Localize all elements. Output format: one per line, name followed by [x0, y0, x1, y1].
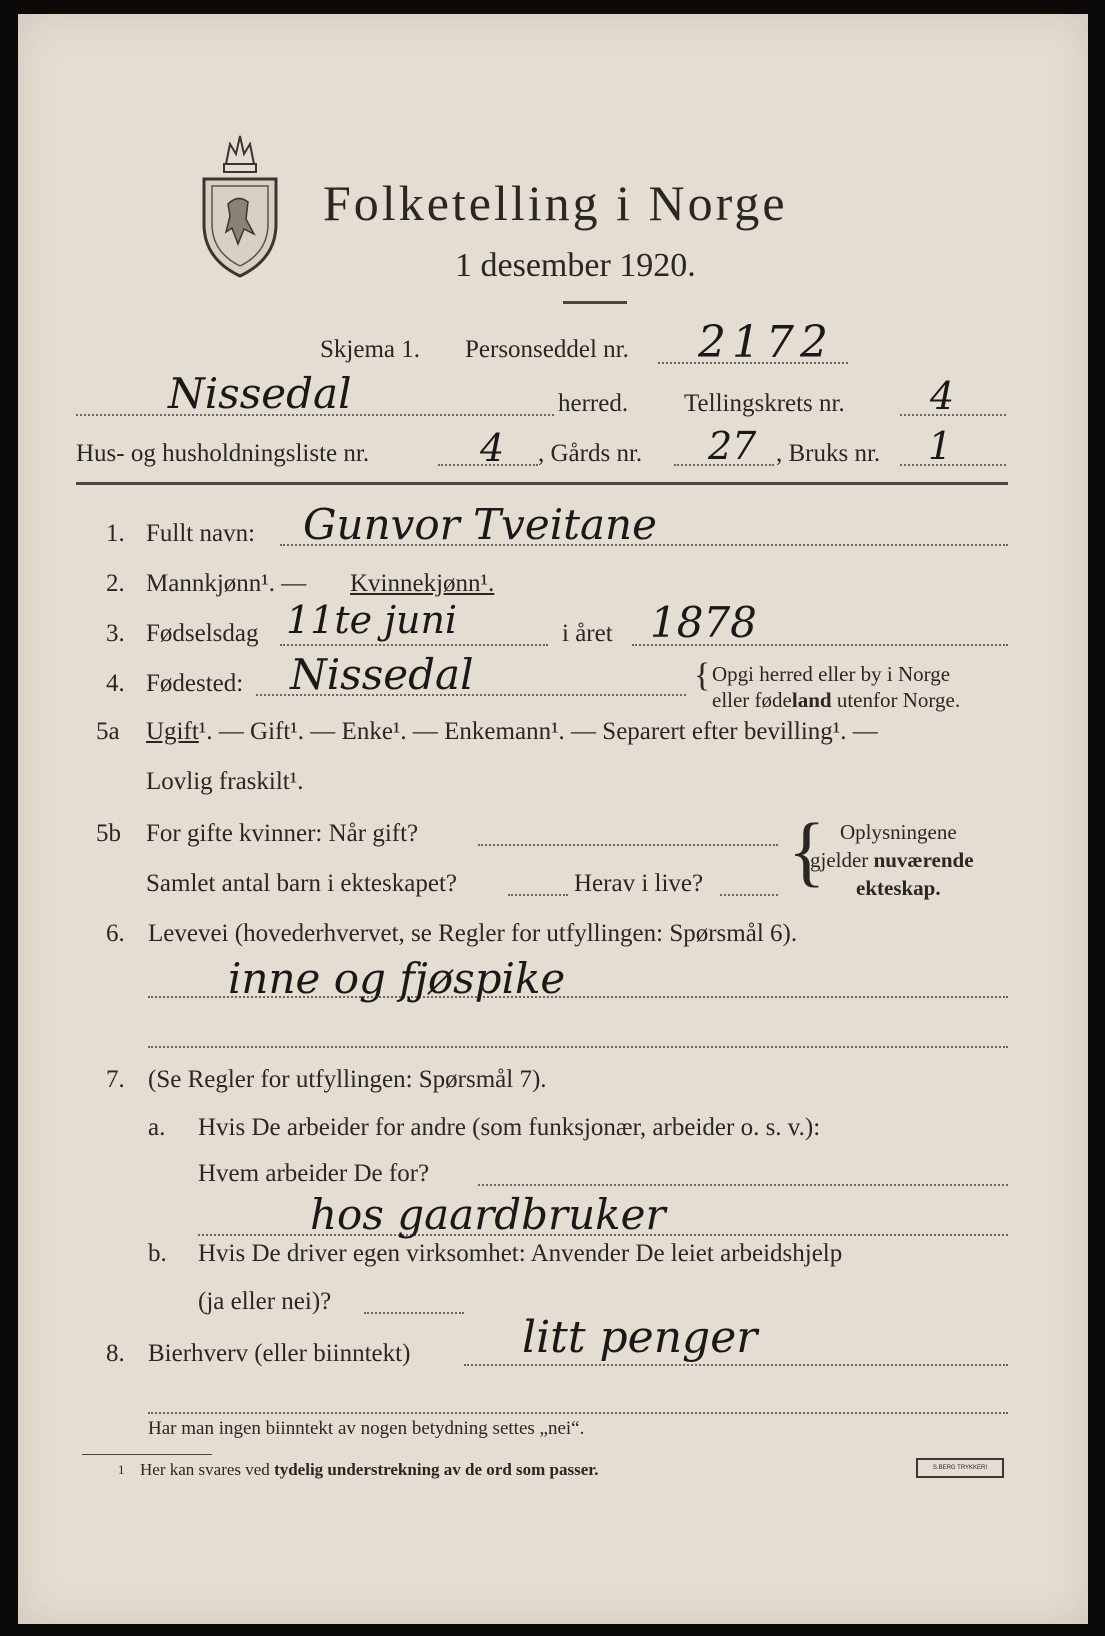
birthplace-value[interactable]: Nissedal	[290, 650, 474, 699]
other-marital-options[interactable]: ¹. — Gift¹. — Enke¹. — Enkemann¹. — Separert efter bevilling¹. —	[198, 718, 878, 745]
full-name-value[interactable]: Gunvor Tveitane	[303, 500, 657, 549]
personseddel-value[interactable]: 2172	[698, 317, 834, 368]
q1-label: Fullt navn:	[146, 520, 256, 547]
male-option[interactable]: Mannkjønn¹. —	[146, 570, 307, 597]
q8-line1	[464, 1364, 1008, 1366]
herred-label: herred.	[558, 390, 629, 417]
q3-day-line	[280, 644, 548, 646]
hus-value[interactable]: 4	[480, 426, 505, 470]
q5b-note1: Oplysningene	[840, 820, 957, 844]
q3-label: Fødselsdag	[146, 620, 259, 647]
q5b-children-line	[508, 894, 568, 896]
employer-value[interactable]: hos gaardbruker	[310, 1190, 666, 1239]
q8-line2	[148, 1412, 1008, 1414]
ugift-option[interactable]: Ugift	[146, 718, 199, 745]
q7b-label: Hvis De driver egen virksomhet: Anvender De leiet arbeidshjelp	[198, 1240, 843, 1267]
q8-number: 8.	[106, 1340, 125, 1367]
q2-number: 2.	[106, 570, 125, 597]
q5a-number: 5a	[96, 718, 120, 745]
female-option[interactable]: Kvinnekjønn¹.	[350, 570, 495, 597]
fraskilt-option[interactable]: Lovlig fraskilt¹.	[146, 768, 304, 795]
form-title: Folketelling i Norge	[323, 175, 788, 231]
q7a-label: Hvis De arbeider for andre (som funksjonær, arbeider o. s. v.):	[198, 1114, 821, 1141]
footnote-number: 1	[118, 1462, 125, 1477]
schema-label: Skjema 1.	[320, 336, 420, 363]
q4-note-line1: Opgi herred eller by i Norge	[712, 662, 951, 686]
q7a-number: a.	[148, 1114, 166, 1141]
q5b-alive-line	[720, 894, 778, 896]
q5b-brace: {	[788, 807, 826, 894]
q5b-alive-label: Herav i live?	[574, 870, 704, 897]
footnote-divider	[82, 1454, 212, 1455]
q7b-question: (ja eller nei)?	[198, 1288, 332, 1315]
tellingskrets-value[interactable]: 4	[930, 374, 955, 418]
bruks-label: , Bruks nr.	[776, 440, 881, 467]
q8-label: Bierhverv (eller biinntekt)	[148, 1340, 411, 1367]
footnote-text: Her kan svares ved tydelig understrekning av de ord som passer.	[140, 1460, 599, 1479]
q4-label: Fødested:	[146, 670, 244, 697]
personseddel-label: Personseddel nr.	[465, 336, 629, 363]
printer-stamp: S.BERG TRYKKERI	[916, 1458, 1004, 1478]
q7b-line	[364, 1312, 464, 1314]
q5b-children-label: Samlet antal barn i ekteskapet?	[146, 870, 457, 897]
q6-line2	[148, 1046, 1008, 1048]
q7a-question: Hvem arbeider De for?	[198, 1160, 430, 1187]
q7-number: 7.	[106, 1066, 125, 1093]
q4-note-line2: eller fødeland utenfor Norge.	[712, 688, 961, 712]
census-form-page	[18, 14, 1088, 1624]
q5b-number: 5b	[96, 820, 121, 847]
year-label: i året	[562, 620, 613, 647]
q5a-options	[146, 718, 878, 746]
q1-number: 1.	[106, 520, 125, 547]
q4-brace: {	[694, 657, 711, 694]
q5b-line1	[478, 844, 778, 846]
bruks-value[interactable]: 1	[928, 424, 953, 468]
title-divider	[563, 301, 627, 304]
q3-number: 3.	[106, 620, 125, 647]
hus-label: Hus- og husholdningsliste nr.	[76, 440, 370, 467]
bruks-line	[900, 464, 1006, 466]
birth-year-value[interactable]: 1878	[650, 598, 757, 647]
biinntekt-note: Har man ingen biinntekt av nogen betydning settes „nei“.	[148, 1418, 585, 1439]
gards-value[interactable]: 27	[708, 424, 757, 468]
header-divider	[76, 482, 1008, 485]
norwegian-coat-of-arms-icon	[198, 124, 282, 284]
q5b-married-when: For gifte kvinner: Når gift?	[146, 820, 419, 847]
herred-value[interactable]: Nissedal	[168, 369, 352, 418]
q7a-line1	[478, 1184, 1008, 1186]
q6-label: Levevei (hovederhvervet, se Regler for utfyllingen: Spørsmål 6).	[148, 920, 798, 947]
q7b-number: b.	[148, 1240, 167, 1267]
q5b-note2: gjelder nuværende	[810, 848, 974, 872]
q7-label: (Se Regler for utfyllingen: Spørsmål 7).	[148, 1066, 547, 1093]
gards-label: , Gårds nr.	[538, 440, 643, 467]
q4-number: 4.	[106, 670, 125, 697]
occupation-value[interactable]: inne og fjøspike	[228, 954, 566, 1003]
q5b-note3: ekteskap.	[856, 876, 941, 900]
census-date: 1 desember 1920.	[455, 247, 696, 284]
birth-day-value[interactable]: 11te juni	[286, 598, 458, 642]
side-income-value[interactable]: litt penger	[522, 1312, 758, 1363]
tellingskrets-label: Tellingskrets nr.	[684, 390, 845, 417]
q6-number: 6.	[106, 920, 125, 947]
